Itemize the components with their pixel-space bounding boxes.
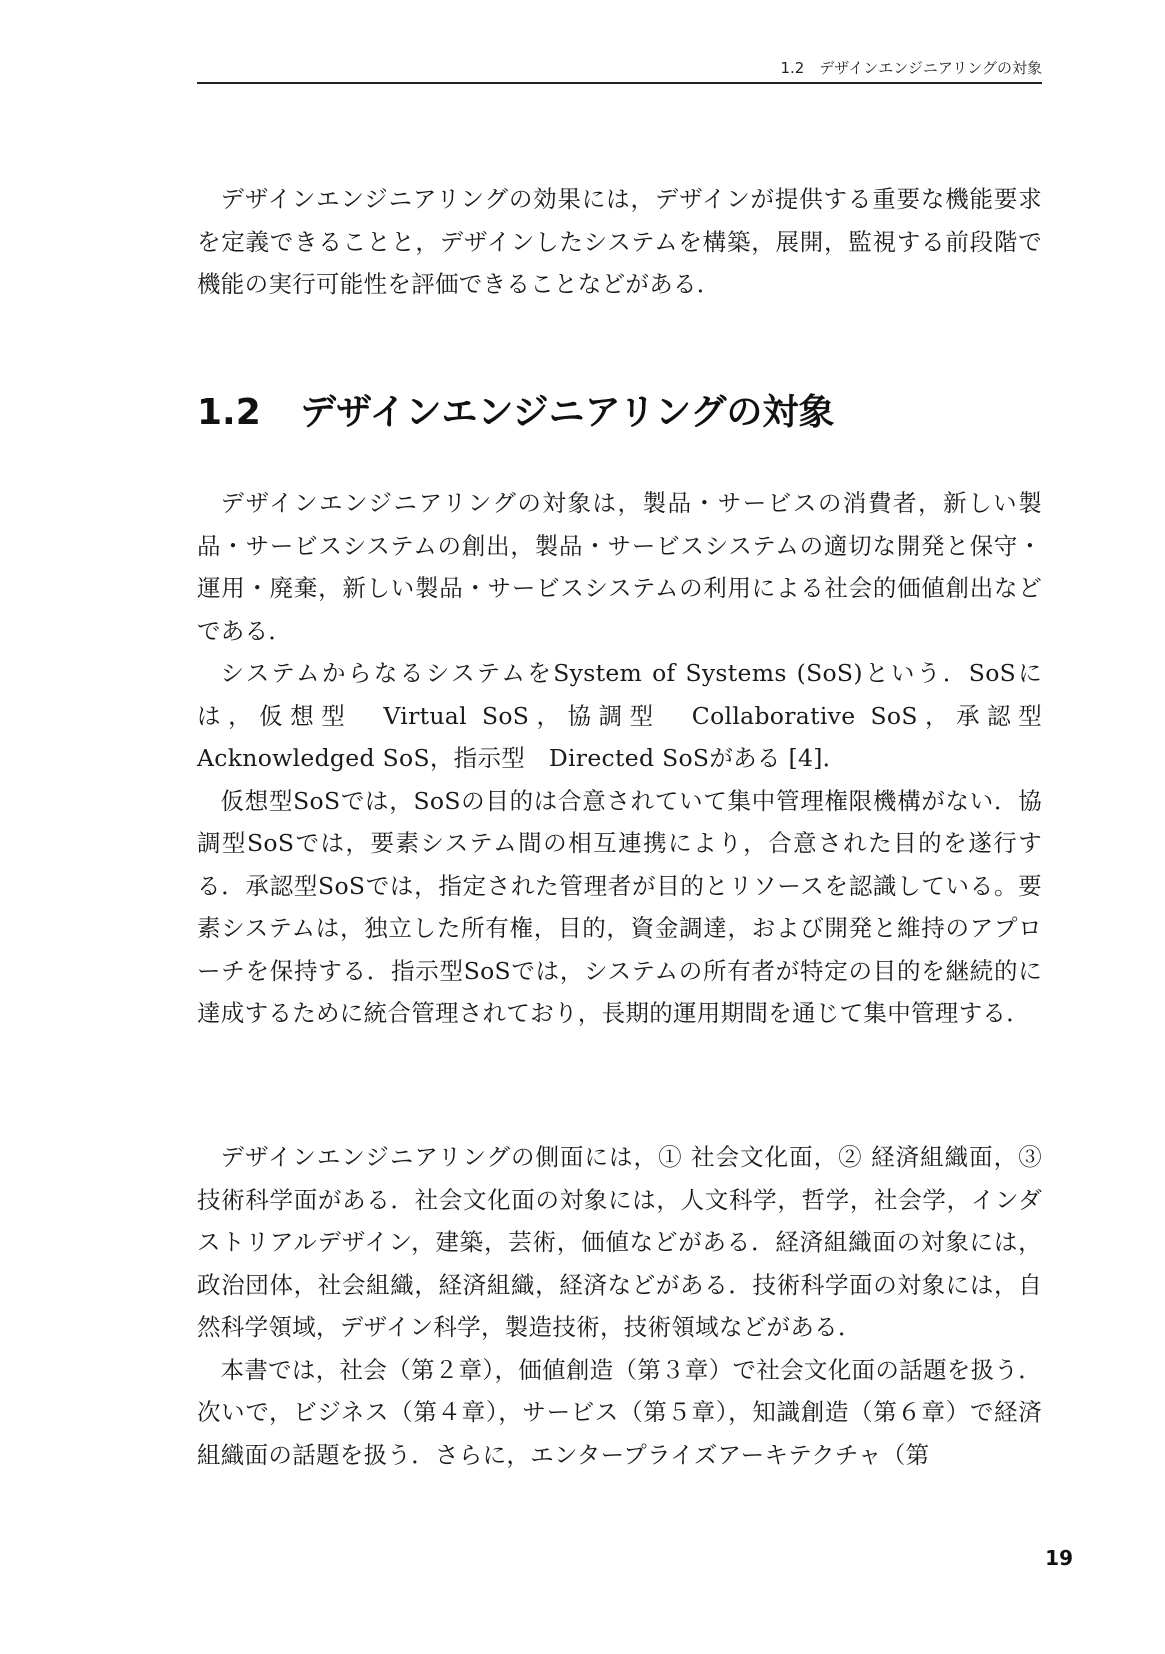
aspects-paragraph-1: デザインエンジニアリングの側面には，① 社会文化面，② 経済組織面，③ 技術科学面がある．社会文化面の対象には，人文科学，哲学，社会学，インダストリアルデザイン，建築，芸術，価値などがある．経済組織面の対象には，政治団体，社会組織，経済組織，経済などがある．技術科学面の対象には，自然科学領域，デザイン科学，製造技術，技術領域などがある． [197, 1143, 1042, 1341]
header-rule [197, 82, 1042, 84]
intro-text-block [197, 178, 1042, 306]
section-number: 1.2 [197, 392, 261, 433]
targets-paragraph-3: 仮想型SoSでは，SoSの目的は合意されていて集中管理権限機構がない．協調型SoSでは，要素システム間の相互連携により，合意された目的を遂行する．承認型SoSでは，指定された管理者が目的とリソースを認識している。要素システムは，独立した所有権，目的，資金調達，および開発と維持のアプローチを保持する．指示型SoSでは，システムの所有者が特定の目的を継続的に達成するために統合管理されており，長期的運用期間を通じて集中管理する． [197, 786, 1042, 1027]
section-heading [197, 388, 1042, 438]
targets-text-block [197, 482, 1066, 1035]
aspects-paragraph-2: 本書では，社会（第２章），価値創造（第３章）で社会文化面の話題を扱う．次いで，ビジネス（第４章），サービス（第５章），知識創造（第６章）で経済組織面の話題を扱う．さらに，エンタープライズアーキテクチャ（第 [197, 1355, 1042, 1469]
aspects-text-block [197, 1136, 1042, 1476]
page-number: 19 [1045, 1546, 1073, 1570]
running-header: 1.2 デザインエンジニアリングの対象 [780, 59, 1042, 77]
section-title: デザインエンジニアリングの対象 [300, 392, 835, 433]
targets-paragraph-2: システムからなるシステムをSystem of Systems (SoS)という．SoSには，仮想型 Virtual SoS，協調型 Collaborative SoS，承認型 Acknowledged SoS，指示型 Directed SoSがある [4]． [197, 659, 1066, 772]
intro-paragraph-1: デザインエンジニアリングの効果には，デザインが提供する重要な機能要求を定義できることと，デザインしたシステムを構築，展開，監視する前段階で機能の実行可能性を評価できることなどがある． [197, 185, 1042, 298]
targets-paragraph-1: デザインエンジニアリングの対象は，製品・サービスの消費者，新しい製品・サービスシステムの創出，製品・サービスシステムの適切な開発と保守・運用・廃棄，新しい製品・サービスシステムの利用による社会的価値創出などである． [197, 489, 1042, 645]
